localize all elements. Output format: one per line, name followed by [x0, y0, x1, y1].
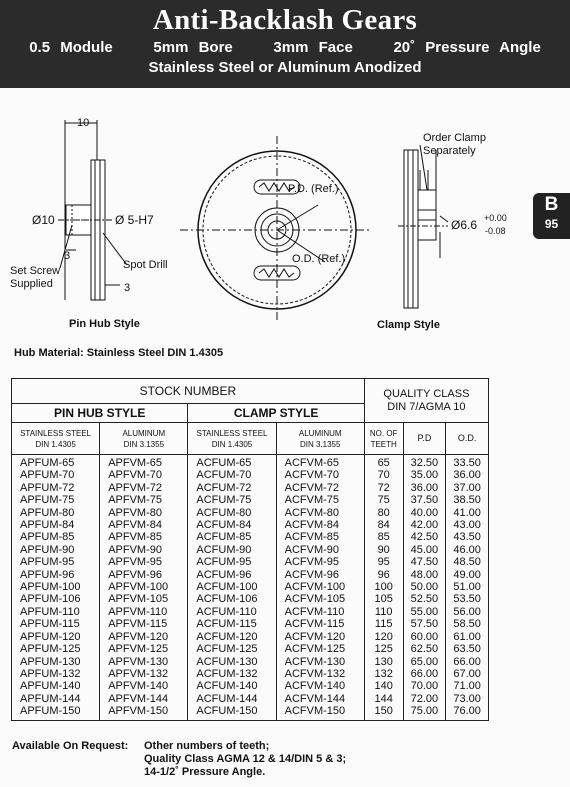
- cell-teeth: 150: [364, 705, 403, 720]
- cell-teeth: 100: [364, 581, 403, 593]
- cell-aluminum-clamp: ACFVM-115: [276, 618, 364, 630]
- cell-stainless-pin: APFUM-85: [12, 531, 100, 543]
- cell-stainless-pin: APFUM-70: [12, 469, 100, 481]
- cell-od: 36.00: [446, 469, 489, 481]
- cell-aluminum-clamp: ACFVM-85: [276, 531, 364, 543]
- clamp-style-caption: Clamp Style: [377, 319, 440, 331]
- cell-od: 71.00: [446, 680, 489, 692]
- cell-aluminum-pin: APFVM-100: [100, 581, 188, 593]
- table-row: [12, 705, 489, 720]
- clamp-side-view: [398, 145, 448, 308]
- clamp-style-header: CLAMP STYLE: [188, 404, 364, 423]
- table-row: [12, 494, 489, 506]
- page-number: 95: [544, 217, 559, 231]
- table-row: [12, 606, 489, 618]
- col-stainless-clamp: STAINLESS STEEL DIN 1.4305: [188, 423, 276, 455]
- cell-stainless-pin: APFUM-72: [12, 482, 100, 494]
- dim-3-left-label: 3: [64, 250, 71, 262]
- dim-phi66-label: Ø6.6: [451, 218, 478, 232]
- cell-stainless-pin: APFUM-106: [12, 593, 100, 605]
- cell-aluminum-pin: APFVM-140: [100, 680, 188, 692]
- cell-aluminum-clamp: ACFVM-84: [276, 519, 364, 531]
- cell-stainless-pin: APFUM-100: [12, 581, 100, 593]
- cell-aluminum-clamp: ACFVM-132: [276, 668, 364, 680]
- cell-stainless-pin: APFUM-115: [12, 618, 100, 630]
- cell-od: 58.50: [446, 618, 489, 630]
- cell-aluminum-clamp: ACFVM-125: [276, 643, 364, 655]
- col-pd: P.D: [403, 423, 446, 455]
- cell-stainless-pin: APFUM-120: [12, 631, 100, 643]
- cell-pd: 42.00: [403, 519, 446, 531]
- cell-od: 63.50: [446, 643, 489, 655]
- cell-aluminum-pin: APFVM-132: [100, 668, 188, 680]
- col-stainless-pin: STAINLESS STEEL DIN 1.4305: [12, 423, 100, 455]
- cell-pd: 47.50: [403, 556, 446, 568]
- cell-stainless-clamp: ACFUM-125: [188, 643, 276, 655]
- table-row: [12, 556, 489, 568]
- cell-aluminum-pin: APFVM-110: [100, 606, 188, 618]
- cell-aluminum-clamp: ACFVM-65: [276, 455, 364, 470]
- spec-line: 0.5 Module 5mm Bore 3mm Face 20˚ Pressure Angle: [29, 39, 541, 56]
- cell-aluminum-pin: APFVM-150: [100, 705, 188, 720]
- cell-teeth: 96: [364, 569, 403, 581]
- title-banner: [0, 0, 570, 88]
- cell-pd: 66.00: [403, 668, 446, 680]
- dim-phi5-label: Ø 5-H7: [115, 213, 154, 227]
- cell-aluminum-clamp: ACFVM-80: [276, 507, 364, 519]
- table-row: [12, 544, 489, 556]
- cell-aluminum-clamp: ACFVM-90: [276, 544, 364, 556]
- cell-pd: 75.00: [403, 705, 446, 720]
- cell-stainless-clamp: ACFUM-150: [188, 705, 276, 720]
- cell-stainless-clamp: ACFUM-106: [188, 593, 276, 605]
- cell-aluminum-pin: APFVM-125: [100, 643, 188, 655]
- cell-aluminum-clamp: ACFVM-140: [276, 680, 364, 692]
- cell-stainless-pin: APFUM-130: [12, 656, 100, 668]
- cell-od: 73.00: [446, 693, 489, 705]
- cell-stainless-pin: APFUM-110: [12, 606, 100, 618]
- table-row: [12, 569, 489, 581]
- table-row: [12, 507, 489, 519]
- cell-aluminum-pin: APFVM-144: [100, 693, 188, 705]
- cell-teeth: 72: [364, 482, 403, 494]
- cell-od: 43.00: [446, 519, 489, 531]
- table-row: [12, 618, 489, 630]
- pin-hub-side-view: [58, 120, 127, 300]
- table-row: [12, 656, 489, 668]
- col-teeth: NO. OF TEETH: [364, 423, 403, 455]
- table-row: [12, 482, 489, 494]
- cell-stainless-clamp: ACFUM-95: [188, 556, 276, 568]
- cell-pd: 72.00: [403, 693, 446, 705]
- cell-stainless-clamp: ACFUM-70: [188, 469, 276, 481]
- cell-teeth: 110: [364, 606, 403, 618]
- cell-od: 46.00: [446, 544, 489, 556]
- cell-od: 49.00: [446, 569, 489, 581]
- col-aluminum-clamp: ALUMINUM DIN 3.1355: [276, 423, 364, 455]
- cell-aluminum-clamp: ACFVM-130: [276, 656, 364, 668]
- cell-pd: 45.00: [403, 544, 446, 556]
- cell-stainless-clamp: ACFUM-80: [188, 507, 276, 519]
- cell-aluminum-pin: APFVM-84: [100, 519, 188, 531]
- cell-aluminum-pin: APFVM-85: [100, 531, 188, 543]
- table-row: [12, 469, 489, 481]
- cell-aluminum-pin: APFVM-120: [100, 631, 188, 643]
- spot-drill-label: Spot Drill: [123, 259, 168, 271]
- col-od: O.D.: [446, 423, 489, 455]
- cell-pd: 62.50: [403, 643, 446, 655]
- cell-pd: 48.00: [403, 569, 446, 581]
- cell-stainless-pin: APFUM-95: [12, 556, 100, 568]
- cell-aluminum-clamp: ACFVM-144: [276, 693, 364, 705]
- cell-pd: 60.00: [403, 631, 446, 643]
- cell-teeth: 105: [364, 593, 403, 605]
- cell-teeth: 140: [364, 680, 403, 692]
- cell-pd: 37.50: [403, 494, 446, 506]
- cell-od: 76.00: [446, 705, 489, 720]
- cell-teeth: 85: [364, 531, 403, 543]
- cell-aluminum-pin: APFVM-105: [100, 593, 188, 605]
- cell-pd: 50.00: [403, 581, 446, 593]
- stock-table-body: [12, 455, 489, 721]
- cell-teeth: 90: [364, 544, 403, 556]
- cell-od: 53.50: [446, 593, 489, 605]
- cell-pd: 52.50: [403, 593, 446, 605]
- cell-stainless-pin: APFUM-125: [12, 643, 100, 655]
- cell-stainless-clamp: ACFUM-96: [188, 569, 276, 581]
- col-aluminum-pin: ALUMINUM DIN 3.1355: [100, 423, 188, 455]
- cell-aluminum-pin: APFVM-70: [100, 469, 188, 481]
- cell-pd: 35.00: [403, 469, 446, 481]
- cell-od: 43.50: [446, 531, 489, 543]
- cell-od: 48.50: [446, 556, 489, 568]
- stock-number-header: STOCK NUMBER: [12, 379, 365, 404]
- cell-aluminum-clamp: ACFVM-96: [276, 569, 364, 581]
- cell-aluminum-pin: APFVM-80: [100, 507, 188, 519]
- cell-aluminum-pin: APFVM-90: [100, 544, 188, 556]
- cell-teeth: 132: [364, 668, 403, 680]
- cell-od: 67.00: [446, 668, 489, 680]
- cell-stainless-clamp: ACFUM-90: [188, 544, 276, 556]
- cell-aluminum-clamp: ACFVM-110: [276, 606, 364, 618]
- cell-teeth: 80: [364, 507, 403, 519]
- cell-stainless-pin: APFUM-150: [12, 705, 100, 720]
- cell-stainless-clamp: ACFUM-120: [188, 631, 276, 643]
- tolerance-minus: -0.08: [485, 226, 506, 236]
- cell-od: 38.50: [446, 494, 489, 506]
- cell-aluminum-pin: APFVM-75: [100, 494, 188, 506]
- cell-stainless-clamp: ACFUM-132: [188, 668, 276, 680]
- cell-od: 37.00: [446, 482, 489, 494]
- cell-teeth: 70: [364, 469, 403, 481]
- cell-teeth: 120: [364, 631, 403, 643]
- cell-stainless-clamp: ACFUM-130: [188, 656, 276, 668]
- tolerance-plus: +0.00: [484, 213, 507, 223]
- cell-stainless-clamp: ACFUM-84: [188, 519, 276, 531]
- cell-stainless-clamp: ACFUM-100: [188, 581, 276, 593]
- cell-aluminum-pin: APFVM-130: [100, 656, 188, 668]
- cell-aluminum-pin: APFVM-72: [100, 482, 188, 494]
- cell-stainless-pin: APFUM-96: [12, 569, 100, 581]
- quality-class-header: QUALITY CLASS DIN 7/AGMA 10: [364, 379, 488, 423]
- available-text: Other numbers of teeth; Quality Class AGMA 12 & 14/DIN 5 & 3; 14-1/2˚ Pressure Angle.: [144, 740, 347, 778]
- cell-stainless-pin: APFUM-75: [12, 494, 100, 506]
- cell-teeth: 84: [364, 519, 403, 531]
- cell-aluminum-pin: APFVM-65: [100, 455, 188, 470]
- cell-stainless-clamp: ACFUM-65: [188, 455, 276, 470]
- section-letter: B: [544, 194, 559, 215]
- cell-stainless-clamp: ACFUM-140: [188, 680, 276, 692]
- table-row: [12, 519, 489, 531]
- cell-pd: 36.00: [403, 482, 446, 494]
- cell-pd: 32.50: [403, 455, 446, 470]
- table-row: [12, 631, 489, 643]
- material-line: Stainless Steel or Aluminum Anodized: [148, 59, 422, 76]
- pin-hub-style-caption: Pin Hub Style: [69, 318, 140, 330]
- cell-teeth: 130: [364, 656, 403, 668]
- cell-stainless-clamp: ACFUM-110: [188, 606, 276, 618]
- table-row: [12, 455, 489, 470]
- table-row: [12, 593, 489, 605]
- cell-aluminum-pin: APFVM-96: [100, 569, 188, 581]
- cell-stainless-pin: APFUM-90: [12, 544, 100, 556]
- set-screw-label: Set Screw Supplied: [10, 265, 61, 290]
- cell-aluminum-clamp: ACFVM-120: [276, 631, 364, 643]
- page-title: Anti-Backlash Gears: [152, 4, 418, 36]
- cell-stainless-pin: APFUM-65: [12, 455, 100, 470]
- gear-face-view: [180, 136, 372, 320]
- cell-pd: 70.00: [403, 680, 446, 692]
- cell-stainless-clamp: ACFUM-85: [188, 531, 276, 543]
- cell-aluminum-clamp: ACFVM-75: [276, 494, 364, 506]
- cell-stainless-clamp: ACFUM-72: [188, 482, 276, 494]
- cell-aluminum-pin: APFVM-115: [100, 618, 188, 630]
- cell-pd: 55.00: [403, 606, 446, 618]
- cell-stainless-clamp: ACFUM-115: [188, 618, 276, 630]
- cell-od: 41.00: [446, 507, 489, 519]
- cell-stainless-clamp: ACFUM-144: [188, 693, 276, 705]
- cell-teeth: 75: [364, 494, 403, 506]
- cell-stainless-pin: APFUM-132: [12, 668, 100, 680]
- cell-stainless-pin: APFUM-140: [12, 680, 100, 692]
- cell-pd: 42.50: [403, 531, 446, 543]
- cell-teeth: 65: [364, 455, 403, 470]
- hub-material-note: Hub Material: Stainless Steel DIN 1.4305: [14, 347, 224, 359]
- cell-od: 33.50: [446, 455, 489, 470]
- cell-stainless-pin: APFUM-80: [12, 507, 100, 519]
- cell-aluminum-clamp: ACFVM-150: [276, 705, 364, 720]
- table-row: [12, 693, 489, 705]
- cell-aluminum-clamp: ACFVM-105: [276, 593, 364, 605]
- cell-stainless-pin: APFUM-84: [12, 519, 100, 531]
- pin-hub-style-header: PIN HUB STYLE: [12, 404, 188, 423]
- cell-aluminum-clamp: ACFVM-70: [276, 469, 364, 481]
- table-row: [12, 680, 489, 692]
- cell-pd: 65.00: [403, 656, 446, 668]
- cell-aluminum-pin: APFVM-95: [100, 556, 188, 568]
- order-clamp-label: Order Clamp Separately: [423, 132, 486, 157]
- pd-ref-label: P.D. (Ref.): [288, 183, 339, 195]
- cell-aluminum-clamp: ACFVM-95: [276, 556, 364, 568]
- cell-teeth: 125: [364, 643, 403, 655]
- dim-3-bottom-label: 3: [124, 282, 131, 294]
- stock-table: [11, 378, 489, 721]
- cell-pd: 57.50: [403, 618, 446, 630]
- cell-teeth: 95: [364, 556, 403, 568]
- cell-stainless-pin: APFUM-144: [12, 693, 100, 705]
- cell-od: 56.00: [446, 606, 489, 618]
- table-row: [12, 531, 489, 543]
- table-row: [12, 643, 489, 655]
- cell-stainless-clamp: ACFUM-75: [188, 494, 276, 506]
- dim-phi10-label: Ø10: [32, 213, 55, 227]
- available-label: Available On Request:: [12, 740, 129, 752]
- cell-pd: 40.00: [403, 507, 446, 519]
- od-ref-label: O.D. (Ref.): [292, 253, 346, 265]
- cell-od: 51.00: [446, 581, 489, 593]
- table-row: [12, 581, 489, 593]
- dim-10-label: 10: [77, 117, 90, 129]
- cell-teeth: 144: [364, 693, 403, 705]
- cell-aluminum-clamp: ACFVM-100: [276, 581, 364, 593]
- cell-teeth: 115: [364, 618, 403, 630]
- cell-aluminum-clamp: ACFVM-72: [276, 482, 364, 494]
- table-row: [12, 668, 489, 680]
- cell-od: 66.00: [446, 656, 489, 668]
- cell-od: 61.00: [446, 631, 489, 643]
